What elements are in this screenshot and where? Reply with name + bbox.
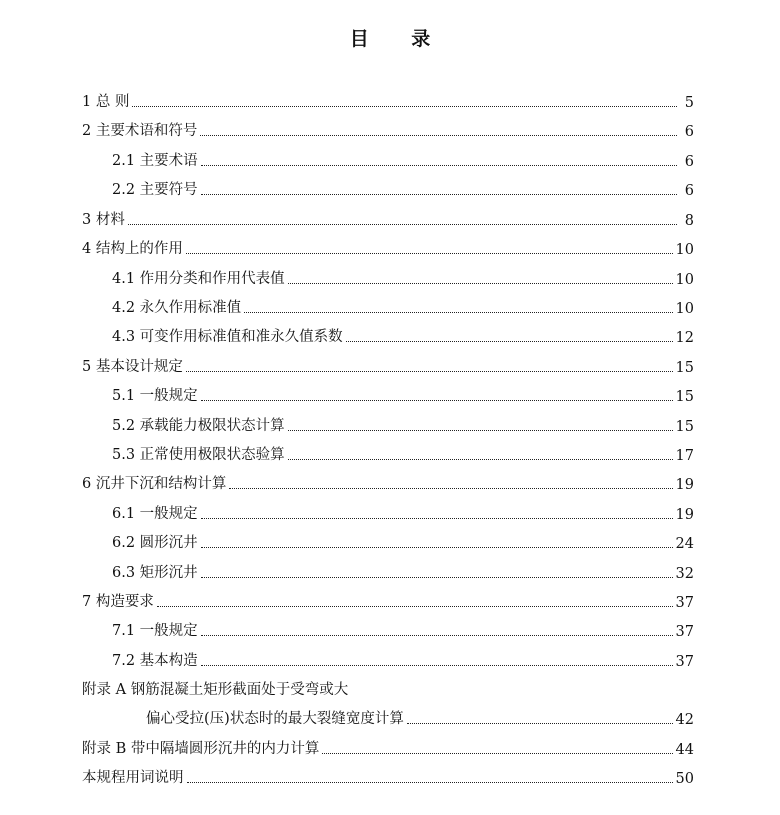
toc-entry-6-1[interactable] [112,499,694,523]
toc-entry-3[interactable] [82,205,694,229]
toc-label: 3 材料 [82,212,125,228]
toc-label: 5.3 正常使用极限状态验算 [112,447,285,463]
toc-label: 6.3 矩形沉井 [112,565,198,581]
toc-label: 5 基本设计规定 [82,359,183,375]
toc-entry-terms[interactable] [82,763,694,787]
leader-dots [346,341,673,342]
leader-dots [201,547,673,548]
toc-entry-2-1[interactable] [112,146,694,170]
leader-dots [288,459,673,460]
toc-page: 15 [675,389,694,405]
toc-page: 10 [675,272,694,288]
toc-label: 1 总 则 [82,94,130,110]
toc-page: 8 [684,213,694,229]
toc-entry-5[interactable] [82,352,694,376]
leader-dots [229,488,672,489]
leader-dots [157,606,673,607]
leader-dots [186,371,673,372]
toc-label: 本规程用词说明 [82,770,184,786]
toc-label: 5.1 一般规定 [112,388,198,404]
toc-page: 19 [675,507,694,523]
toc-page: 37 [675,624,694,640]
toc-label: 5.2 承载能力极限状态计算 [112,418,285,434]
leader-dots [407,723,673,724]
leader-dots [201,518,673,519]
toc-page: 10 [675,242,694,258]
page-title: 目 录 [349,28,449,50]
toc-label: 6 沉井下沉和结构计算 [82,476,227,492]
toc-label: 2.2 主要符号 [112,182,198,198]
toc-label: 附录 B 带中隔墙圆形沉井的内力计算 [82,741,320,757]
toc-page: 6 [684,183,694,199]
toc-entry-4[interactable] [82,234,694,258]
toc-label: 7.2 基本构造 [112,653,198,669]
toc-entry-5-2[interactable] [112,411,694,435]
leader-dots [187,782,673,783]
toc-entry-2[interactable] [82,116,694,140]
toc-page: 37 [675,654,694,670]
toc-page: 15 [675,419,694,435]
leader-dots [186,253,673,254]
toc-entry-4-1[interactable] [112,264,694,288]
toc-page: 17 [675,448,694,464]
toc-entry-5-3[interactable] [112,440,694,464]
leader-dots [201,665,673,666]
leader-dots [322,753,672,754]
toc-label: 4.1 作用分类和作用代表值 [112,271,285,287]
toc-page: 32 [675,566,694,582]
toc-label: 4.3 可变作用标准值和准永久值系数 [112,329,343,345]
toc-label: 附录 A 钢筋混凝土矩形截面处于受弯或大 [82,682,349,698]
toc-label: 4.2 永久作用标准值 [112,300,242,316]
toc-entry-2-2[interactable] [112,175,694,199]
toc-page: 50 [675,771,694,787]
toc-label: 4 结构上的作用 [82,241,183,257]
toc-entry-6-2[interactable] [112,528,694,552]
toc-label: 6.1 一般规定 [112,506,198,522]
toc-entry-6-3[interactable] [112,558,694,582]
toc-page: 5 [684,95,694,111]
leader-dots [288,283,673,284]
leader-dots [201,577,673,578]
toc-label: 偏心受拉(压)状态时的最大裂缝宽度计算 [146,711,404,727]
leader-dots [201,194,677,195]
leader-dots [128,224,677,225]
toc-label: 2 主要术语和符号 [82,123,198,139]
toc-entry-appendix-a[interactable] [82,675,694,699]
toc-page: 6 [684,154,694,170]
toc-page: 24 [675,536,694,552]
toc-label: 6.2 圆形沉井 [112,535,198,551]
leader-dots [201,165,677,166]
toc-entry-1[interactable] [82,87,694,111]
leader-dots [201,400,673,401]
toc-label: 7.1 一般规定 [112,623,198,639]
toc-page: 37 [675,595,694,611]
toc-entry-appendix-b[interactable] [82,734,694,758]
toc-entry-4-3[interactable] [112,322,694,346]
toc-entry-7-1[interactable] [112,616,694,640]
toc-page: 12 [675,330,694,346]
toc-label: 2.1 主要术语 [112,153,198,169]
toc-entry-6[interactable] [82,469,694,493]
toc-entry-7-2[interactable] [112,646,694,670]
toc-page: 44 [675,742,694,758]
toc-entry-4-2[interactable] [112,293,694,317]
leader-dots [288,430,673,431]
toc-label: 7 构造要求 [82,594,154,610]
leader-dots [244,312,672,313]
toc-entry-7[interactable] [82,587,694,611]
toc-page: 10 [675,301,694,317]
toc-entry-5-1[interactable] [112,381,694,405]
toc-page: 42 [675,712,694,728]
toc-entry-appendix-a-cont[interactable] [146,704,694,728]
leader-dots [201,635,673,636]
leader-dots [200,135,677,136]
toc-page: 15 [675,360,694,376]
toc-page: 6 [684,124,694,140]
leader-dots [132,106,677,107]
toc-page: 19 [675,477,694,493]
